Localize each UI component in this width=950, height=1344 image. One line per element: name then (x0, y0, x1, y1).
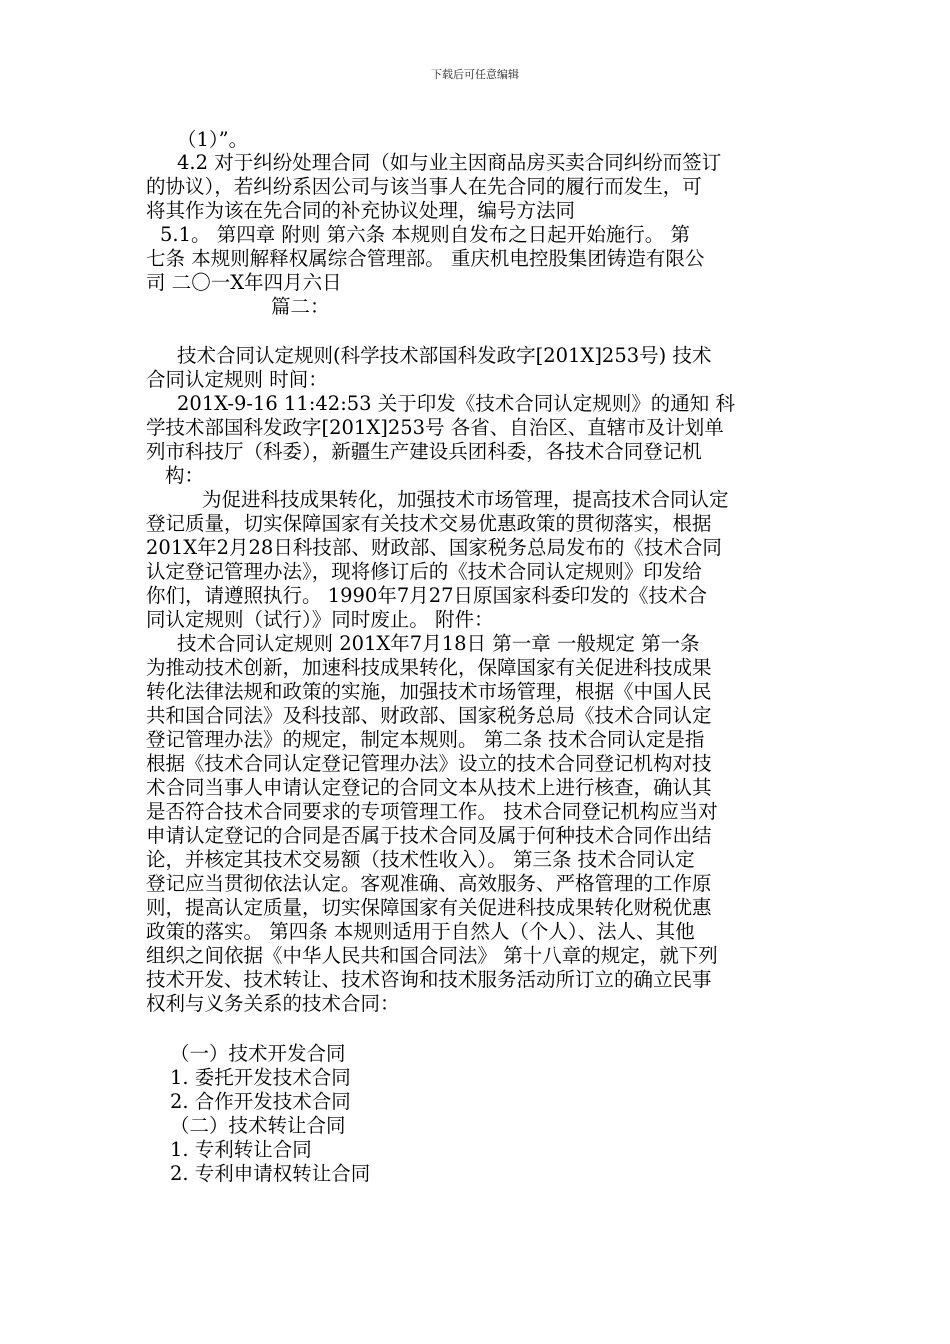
text-line: 是否符合技术合同要求的专项管理工作。 技术合同登记机构应当对 (146, 800, 718, 823)
text-line: （1）”。 (177, 128, 249, 151)
text-line: 登记质量，切实保障国家有关技术交易优惠政策的贯彻落实，根据 (146, 512, 712, 535)
text-line: 登记管理办法》的规定，制定本规则。 第二条 技术合同认定是指 (146, 728, 705, 751)
text-line: 4.2 对于纠纷处理合同（如与业主因商品房买卖合同纠纷而签订 (177, 151, 722, 174)
text-line: 201X年2月28日科技部、财政部、国家税务总局发布的《技术合同 (146, 536, 722, 559)
text-line: 登记应当贯彻依法认定。客观准确、高效服务、严格管理的工作原 (146, 872, 712, 895)
text-line: 共和国合同法》及科技部、财政部、国家税务总局《技术合同认定 (146, 704, 712, 727)
page-header-note: 下载后可任意编辑 (431, 68, 519, 81)
text-line: 申请认定登记的合同是否属于技术合同及属于何种技术合同作出结 (146, 824, 712, 847)
text-line: 构： (165, 464, 205, 487)
text-line: 论，并核定其技术交易额（技术性收入）。 第三条 技术合同认定 (146, 848, 695, 871)
text-line: 将其作为该在先合同的补充协议处理，编号方法同 (146, 199, 576, 222)
text-line: 权利与义务关系的技术合同： (146, 992, 400, 1015)
text-line: 你们，请遵照执行。 1990年7月27日原国家科委印发的《技术合 (146, 584, 708, 607)
text-line: 根据《技术合同认定登记管理办法》设立的技术合同登记机构对技 (146, 752, 712, 775)
text-line: 1. 专利转让合同 (170, 1138, 312, 1161)
text-line: 技术合同认定规则(科学技术部国科发政字[201X]253号) 技术 (177, 344, 712, 367)
text-line: 术合同当事人申请认定登记的合同文本从技术上进行核查，确认其 (146, 776, 712, 799)
text-line: 篇二： (271, 295, 330, 318)
text-line: 同认定规则（试行）》同时废止。 附件： (146, 608, 494, 631)
text-line: 技术合同认定规则 201X年7月18日 第一章 一般规定 第一条 (177, 632, 700, 655)
text-line: 1. 委托开发技术合同 (170, 1066, 351, 1089)
text-line: 组织之间依据《中华人民共和国合同法》 第十八章的规定，就下列 (146, 944, 718, 967)
text-line: 2. 合作开发技术合同 (170, 1090, 351, 1113)
text-line: （二）技术转让合同 (170, 1114, 346, 1137)
text-line: 七条 本规则解释权属综合管理部。 重庆机电控股集团铸造有限公 (146, 247, 705, 270)
text-line: 的协议），若纠纷系因公司与该当事人在先合同的履行而发生，可 (146, 175, 702, 198)
text-line: 5.1。 第四章 附则 第六条 本规则自发布之日起开始施行。 第 (160, 223, 691, 246)
text-line: 列市科技厅（科委），新疆生产建设兵团科委，各技术合同登记机 (146, 440, 702, 463)
text-line: 技术开发、技术转让、技术咨询和技术服务活动所订立的确立民事 (146, 968, 712, 991)
text-line: 合同认定规则 时间： (146, 368, 328, 391)
text-line: 则，提高认定质量，切实保障国家有关促进科技成果转化财税优惠 (146, 896, 712, 919)
text-line: 转化法律法规和政策的实施，加强技术市场管理，根据《中国人民 (146, 680, 712, 703)
text-line: 为推动技术创新，加速科技成果转化，保障国家有关促进科技成果 (146, 656, 712, 679)
text-line: 政策的落实。 第四条 本规则适用于自然人（个人）、法人、其他 (146, 920, 695, 943)
text-line: （一）技术开发合同 (170, 1042, 346, 1065)
text-line: 2. 专利申请权转让合同 (170, 1162, 371, 1185)
text-line: 认定登记管理办法》，现将修订后的《技术合同认定规则》印发给 (146, 560, 702, 583)
text-line: 司 二〇一X年四月六日 (146, 271, 342, 294)
text-line: 201X-9-16 11:42:53 关于印发《技术合同认定规则》的通知 科 (177, 392, 735, 415)
text-line: 学技术部国科发政字[201X]253号 各省、自治区、直辖市及计划单 (146, 416, 724, 439)
text-line: 为促进科技成果转化，加强技术市场管理，提高技术合同认定 (202, 488, 729, 511)
